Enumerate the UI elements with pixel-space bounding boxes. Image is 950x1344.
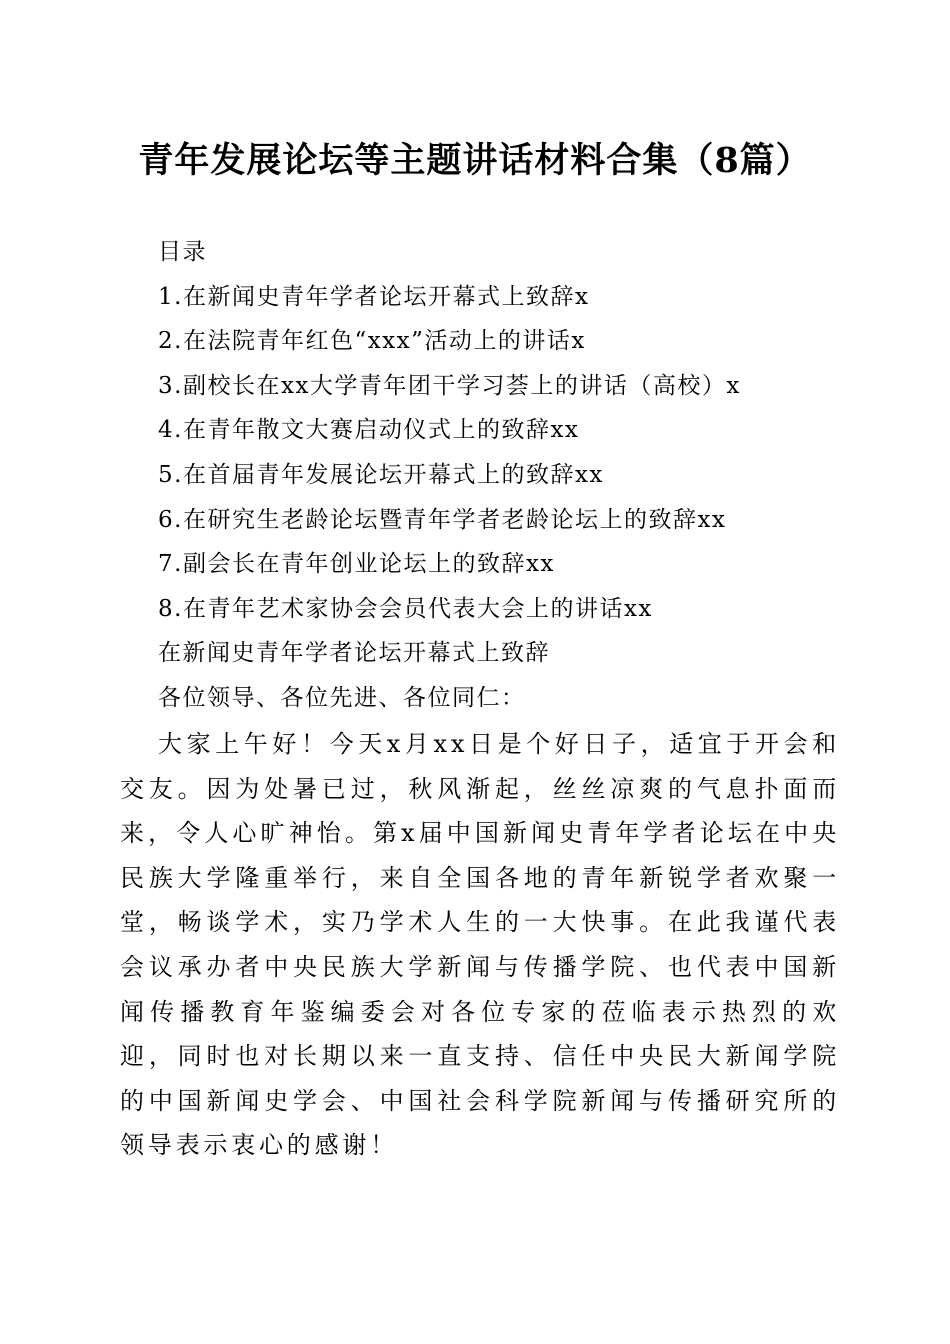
document-title: 青年发展论坛等主题讲话材料合集（8篇） bbox=[138, 140, 812, 181]
toc-item: 1.在新闻史青年学者论坛开幕式上致辞x bbox=[158, 283, 590, 310]
speech-paragraph: 大家上午好！今天x月xx日是个好日子，适宜于开会和交友。因为处暑已过，秋风渐起，丝丝凉爽的气息扑面而来，令人心旷神怡。第x届中国新闻史青年学者论坛在中央民族大学隆重举行，来自全国各地的青年新锐学者欢聚一堂，畅谈学术，实乃学术人生的一大快事。在此我谨代表会议承办者中央民族大学新闻与传播学院、也代表中国新闻传播教育年鉴编委会对各位专家的莅临表示热烈的欢迎，同时也对长期以来一直支持、信任中央民大新闻学院的中国新闻史学会、中国社会科学院新闻与传播研究所的领导表示衷心的感谢！ bbox=[120, 730, 840, 1160]
toc-item: 4.在青年散文大赛启动仪式上的致辞xx bbox=[158, 417, 580, 444]
table-of-contents bbox=[158, 230, 858, 721]
toc-item: 7.副会长在青年创业论坛上的致辞xx bbox=[158, 551, 555, 578]
toc-item: 8.在青年艺术家协会会员代表大会上的讲话xx bbox=[158, 595, 653, 622]
toc-item: 3.副校长在xx大学青年团干学习荟上的讲话（高校）x bbox=[158, 372, 741, 399]
salutation: 各位领导、各位先进、各位同仁： bbox=[158, 684, 526, 711]
section-title: 在新闻史青年学者论坛开幕式上致辞 bbox=[158, 640, 550, 667]
toc-item: 6.在研究生老龄论坛暨青年学者老龄论坛上的致辞xx bbox=[158, 506, 727, 533]
toc-heading: 目录 bbox=[158, 239, 207, 265]
toc-item: 5.在首届青年发展论坛开幕式上的致辞xx bbox=[158, 461, 604, 488]
toc-item: 2.在法院青年红色“xxx”活动上的讲话x bbox=[158, 328, 586, 355]
